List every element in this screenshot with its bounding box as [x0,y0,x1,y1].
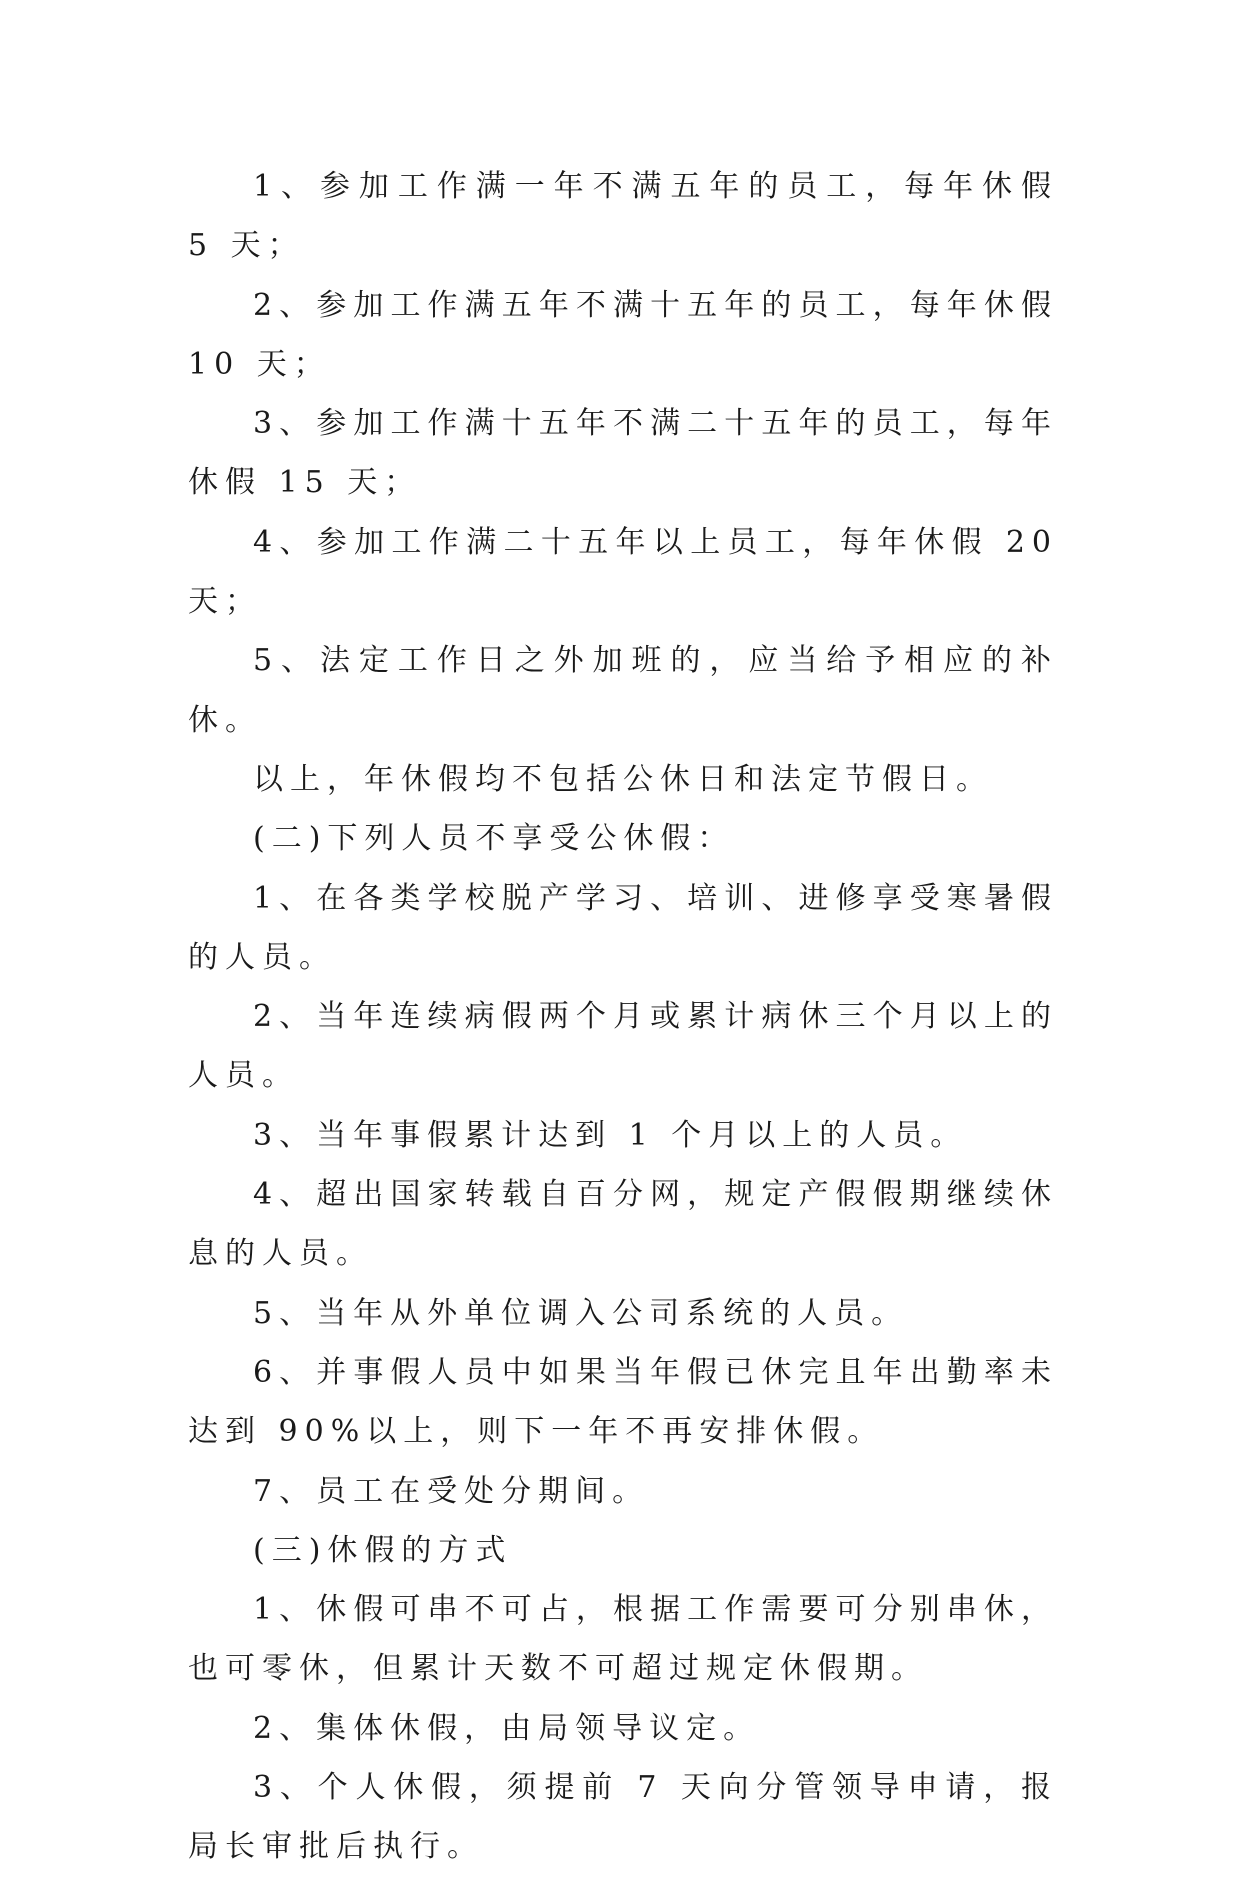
paragraph-leave-25-plus-years: 4、参加工作满二十五年以上员工，每年休假 20 天； [188,524,1058,620]
paragraph-ineligible-5: 5、当年从外单位调入公司系统的人员。 [253,1295,909,1331]
paragraph-ineligible-4: 4、超出国家转载自百分网，规定产假假期继续休息的人员。 [188,1177,1058,1272]
paragraph-method-2: 2、集体休假，由局领导议定。 [253,1710,761,1746]
section-heading-ineligible: (二)下列人员不享受公休假： [253,821,735,857]
paragraph-ineligible-6: 6、并事假人员中如果当年假已休完且年出勤率未达到 90%以上，则下一年不再安排休假。 [188,1354,1058,1450]
paragraph-ineligible-3: 3、当年事假累计达到 1 个月以上的人员。 [253,1117,968,1153]
paragraph-leave-5-15-years: 2、参加工作满五年不满十五年的员工，每年休假 10 天； [188,287,1058,382]
paragraph-overtime-compensation: 5、法定工作日之外加班的，应当给予相应的补休。 [188,643,1058,738]
paragraph-ineligible-1: 1、在各类学校脱产学习、培训、进修享受寒暑假的人员。 [188,880,1058,975]
paragraph-leave-1-5-years: 1、参加工作满一年不满五年的员工，每年休假 5 天； [188,169,1058,264]
document-body [188,157,1058,1877]
paragraph-leave-exclusion-note: 以上，年休假均不包括公休日和法定节假日。 [253,761,993,797]
paragraph-method-3: 3、个人休假，须提前 7 天向分管领导申请，报局长审批后执行。 [188,1770,1058,1865]
paragraph-ineligible-2: 2、当年连续病假两个月或累计病休三个月以上的人员。 [188,999,1058,1094]
paragraph-ineligible-7: 7、员工在受处分期间。 [253,1473,650,1509]
section-heading-leave-method: (三)休假的方式 [253,1532,513,1568]
paragraph-leave-15-25-years: 3、参加工作满十五年不满二十五年的员工，每年休假 15 天； [188,406,1058,501]
paragraph-method-1: 1、休假可串不可占，根据工作需要可分别串休，也可零休，但累计天数不可超过规定休假期。 [188,1592,1058,1687]
